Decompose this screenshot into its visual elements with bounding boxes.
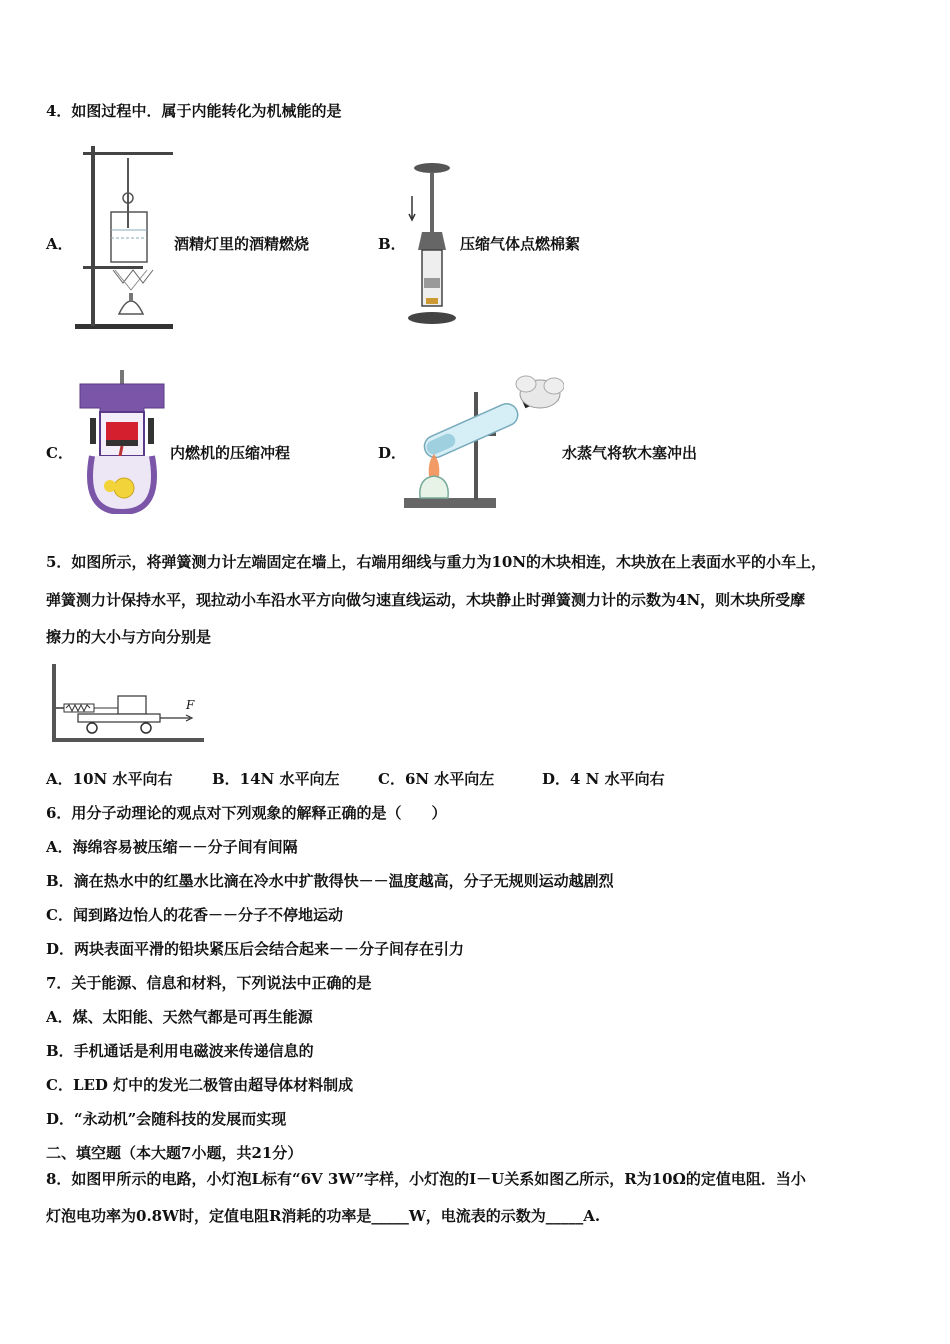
q4-option-d-text: 水蒸气将软木塞冲出 xyxy=(562,444,698,462)
q4-stem: 4．如图过程中．属于内能转化为机械能的是 xyxy=(46,102,342,120)
q7-option-b: B．手机通话是利用电磁波来传递信息的 xyxy=(46,1042,314,1060)
q4-option-b-letter: B． xyxy=(378,235,406,253)
q6-option-a: A．海绵容易被压缩－－分子间有间隔 xyxy=(46,838,298,856)
q4-option-a-letter: A． xyxy=(46,235,73,253)
q5-option-d: D．4 N 水平向右 xyxy=(542,770,665,788)
q8-line-2: 灯泡电功率为0.8W时，定值电阻R消耗的功率是_____W，电流表的示数为_____A. xyxy=(46,1207,601,1225)
steam-cork-test-tube-figure xyxy=(404,372,564,516)
q4-option-c-text: 内燃机的压缩冲程 xyxy=(170,444,291,462)
force-label: F xyxy=(186,698,195,712)
q6-stem: 6．用分子动理论的观点对下列观象的解释正确的是（ ） xyxy=(46,804,447,822)
air-compression-lighter-figure xyxy=(402,158,462,330)
alcohol-lamp-heating-figure xyxy=(75,138,175,330)
q8-line-1: 8．如图甲所示的电路，小灯泡L标有“6V 3W”字样，小灯泡的I－U关系如图乙所示，R为10Ω的定值电阻．当小 xyxy=(46,1170,806,1188)
q4-option-a-text: 酒精灯里的酒精燃烧 xyxy=(174,235,310,253)
q4-option-d-letter: D． xyxy=(378,444,407,462)
q5-stem-line-3: 擦力的大小与方向分别是 xyxy=(46,628,212,646)
q7-option-c: C．LED 灯中的发光二极管由超导体材料制成 xyxy=(46,1076,354,1094)
q5-stem-line-2: 弹簧测力计保持水平，现拉动小车沿水平方向做匀速直线运动，木块静止时弹簧测力计的示数为4N，则木块所受摩 xyxy=(46,591,806,609)
spring-scale-cart-figure xyxy=(50,660,206,746)
q7-option-a: A．煤、太阳能、天然气都是可再生能源 xyxy=(46,1008,313,1026)
q4-option-c-letter: C． xyxy=(46,444,73,462)
q5-option-b: B．14N 水平向左 xyxy=(212,770,340,788)
q6-option-d: D．两块表面平滑的铅块紧压后会结合起来－－分子间存在引力 xyxy=(46,940,465,958)
q6-option-c: C．闻到路边怡人的花香－－分子不停地运动 xyxy=(46,906,343,924)
q6-option-b: B．滴在热水中的红墨水比滴在冷水中扩散得快－－温度越高，分子无规则运动越剧烈 xyxy=(46,872,614,890)
q5-stem-line-1: 5．如图所示，将弹簧测力计左端固定在墙上，右端用细线与重力为10N的木块相连，木块放在上表面水平的小车上， xyxy=(46,553,827,571)
q5-option-a: A．10N 水平向右 xyxy=(46,770,173,788)
engine-compression-stroke-figure xyxy=(74,368,170,514)
q4-option-b-text: 压缩气体点燃棉絮 xyxy=(460,235,581,253)
q7-stem: 7．关于能源、信息和材料，下列说法中正确的是 xyxy=(46,974,372,992)
section-2-title: 二、填空题（本大题7小题，共21分） xyxy=(46,1144,303,1162)
q7-option-d: D．“永动机”会随科技的发展而实现 xyxy=(46,1110,287,1128)
q5-option-c: C．6N 水平向左 xyxy=(378,770,495,788)
